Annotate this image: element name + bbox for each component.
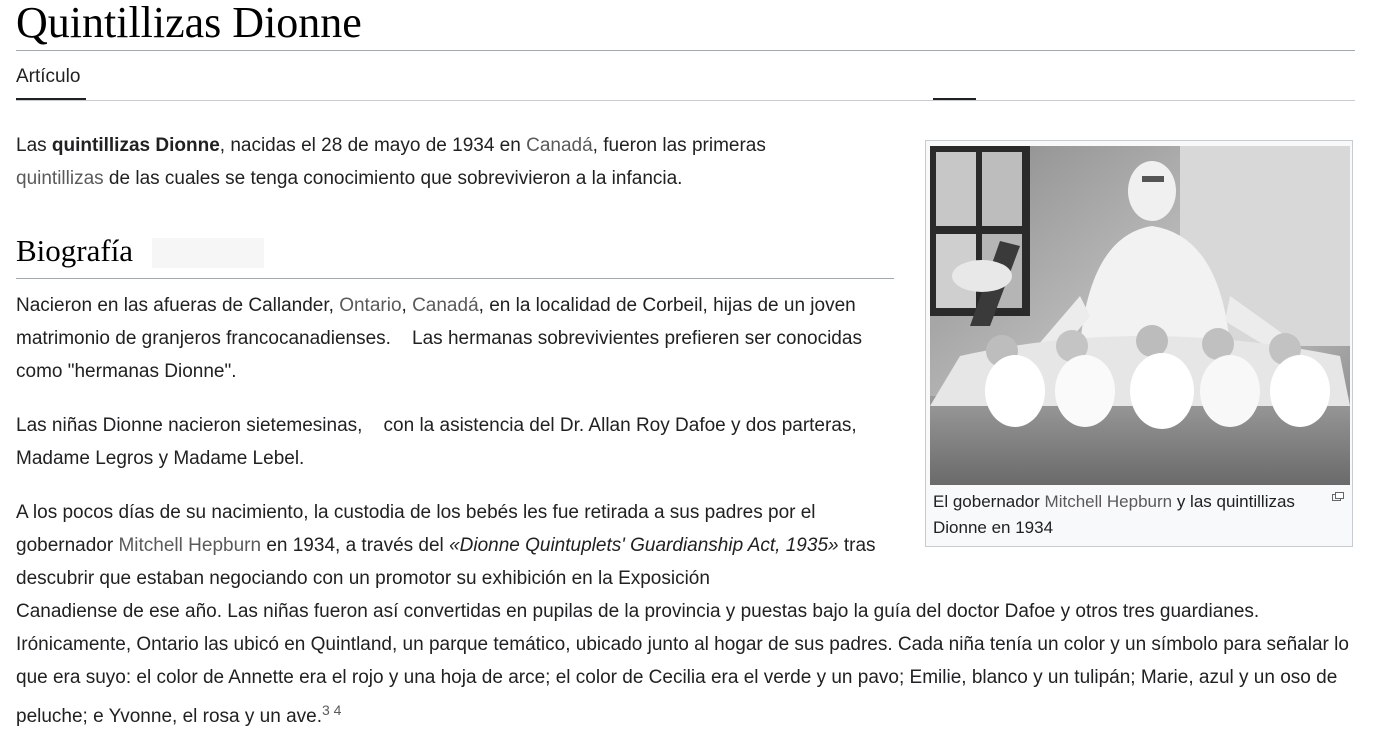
caption-text: y las quintillizas Dionne en 1934	[933, 492, 1295, 537]
reference-4[interactable]: 4	[333, 702, 342, 718]
intro-text: , fueron las primeras	[592, 135, 766, 156]
biography-paragraph-1	[16, 289, 894, 388]
link-canada-2[interactable]: Canadá	[412, 295, 479, 316]
figure-caption	[933, 489, 1333, 541]
biography-paragraph-2	[16, 409, 894, 475]
act-title: «Dionne Quintuplets' Guardianship Act, 1935»	[449, 535, 839, 556]
biography-paragraph-3	[16, 496, 894, 595]
section-divider	[16, 278, 894, 279]
intro-text: , nacidas el 28 de mayo de 1934 en	[219, 135, 527, 156]
paragraph-text: en 1934, a través del	[261, 535, 450, 556]
title-divider	[16, 50, 1355, 51]
caption-text: El gobernador	[933, 492, 1045, 511]
paragraph-text: Nacieron en las afueras de Callander,	[16, 295, 340, 316]
paragraph-text: A los pocos días de su nacimiento, la custodia de los bebés les fue retirada a sus padres por el gobernador	[16, 502, 816, 556]
paragraph-text: ,	[401, 295, 413, 316]
link-ontario[interactable]: Ontario	[339, 295, 402, 316]
intro-paragraph	[16, 129, 886, 195]
section-edit-placeholder	[152, 238, 264, 268]
section-heading-biografia: Biografía	[16, 233, 134, 268]
paragraph-text: tras descubrir que estaban negociando con un promotor su exhibición en la Exposición	[16, 535, 876, 589]
tab-article[interactable]: Artículo	[16, 66, 81, 87]
infobox-figure	[925, 140, 1353, 547]
caption-link-mitchell-hepburn[interactable]: Mitchell Hepburn	[1044, 492, 1173, 511]
intro-bold-term: quintillizas Dionne	[51, 135, 220, 156]
reference-3[interactable]: 3	[321, 702, 330, 718]
paragraph-text: Las niñas Dionne nacieron sietemesinas, con la asistencia del Dr. Allan Roy Dafoe y dos parteras, Madame Legros y Madame Lebel.	[16, 415, 862, 469]
link-quintillizas[interactable]: quintillizas	[16, 168, 104, 189]
link-canada[interactable]: Canadá	[526, 135, 593, 156]
tab-right-indicator	[933, 98, 976, 100]
link-mitchell-hepburn[interactable]: Mitchell Hepburn	[118, 535, 262, 556]
paragraph-text: Canadiense de ese año. Las niñas fueron así convertidas en pupilas de la provincia y puestas bajo la guía del doctor Dafoe y otros tres guardianes. Irónicamente, Ontario las ubicó en Quintland, un parque temático, ubicado junto al hogar de sus padres. Cada niña tenía un color y un símbolo para señalar lo que era suyo: el color de Annette era el rojo y una hoja de arce; el color de Cecilia era el verde y un pavo; Emilie, blanco y un tulipán; Marie, azul y un oso de peluche; e Yvonne, el rosa y un ave.	[16, 601, 1349, 727]
enlarge-icon[interactable]	[1332, 492, 1344, 501]
quintuplets-photo[interactable]	[930, 146, 1350, 485]
page-title: Quintillizas Dionne	[16, 0, 362, 47]
paragraph-text: , en la localidad de Corbeil, hijas de un joven matrimonio de granjeros francocanadienses. Las hermanas sobrevivientes prefieren ser conocidas como "hermanas Dionne".	[16, 295, 868, 382]
intro-text: de las cuales se tenga conocimiento que sobrevivieron a la infancia.	[103, 168, 683, 189]
tabs-divider	[16, 100, 1355, 101]
biography-paragraph-3-continued	[16, 595, 1356, 733]
intro-text: Las	[16, 135, 52, 156]
